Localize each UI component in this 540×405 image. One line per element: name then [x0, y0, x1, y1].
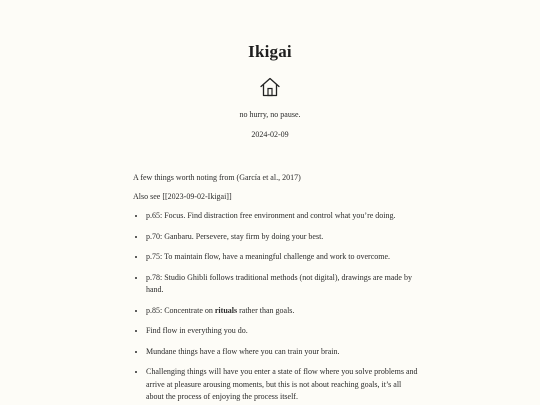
list-item-text: rather than goals.	[237, 305, 295, 315]
list-item-text: p.85: Concentrate on	[146, 305, 215, 315]
list-item: • p.65: Focus. Find distraction free environment and control what you’re doing.	[146, 210, 418, 223]
list-item: • Find flow in everything you do.	[146, 325, 418, 338]
emphasis-text: rituals	[214, 305, 238, 315]
wikilink[interactable]: Also see [[2023-09-02-Ikigai]]	[133, 192, 232, 201]
page-subtitle: no hurry, no pause.	[239, 110, 301, 119]
list-item	[146, 305, 418, 318]
list-item: • p.70: Ganbaru. Persevere, stay firm by doing your best.	[146, 231, 418, 244]
list-item: • p.78: Studio Ghibli follows traditional methods (not digital), drawings are made by hand.	[146, 272, 418, 297]
intro-text: A few things worth noting from (García et al., 2017)	[133, 173, 301, 182]
notes-list	[133, 210, 418, 404]
page-date: 2024-02-09	[251, 130, 289, 139]
home-icon[interactable]	[259, 76, 281, 98]
note-body	[133, 172, 418, 405]
list-item: • Mundane things have a flow where you can train your brain.	[146, 346, 418, 359]
list-item: • Challenging things will have you enter a state of flow where you solve problems and arrive at pleasure arousing moments, but this is not about reaching goals, it’s all about the process of enjoying the process itself.	[146, 366, 418, 404]
page-title: Ikigai	[248, 42, 292, 61]
also-see-text	[133, 191, 418, 202]
list-item: • p.75: To maintain flow, have a meaningful challenge and work to overcome.	[146, 251, 418, 264]
